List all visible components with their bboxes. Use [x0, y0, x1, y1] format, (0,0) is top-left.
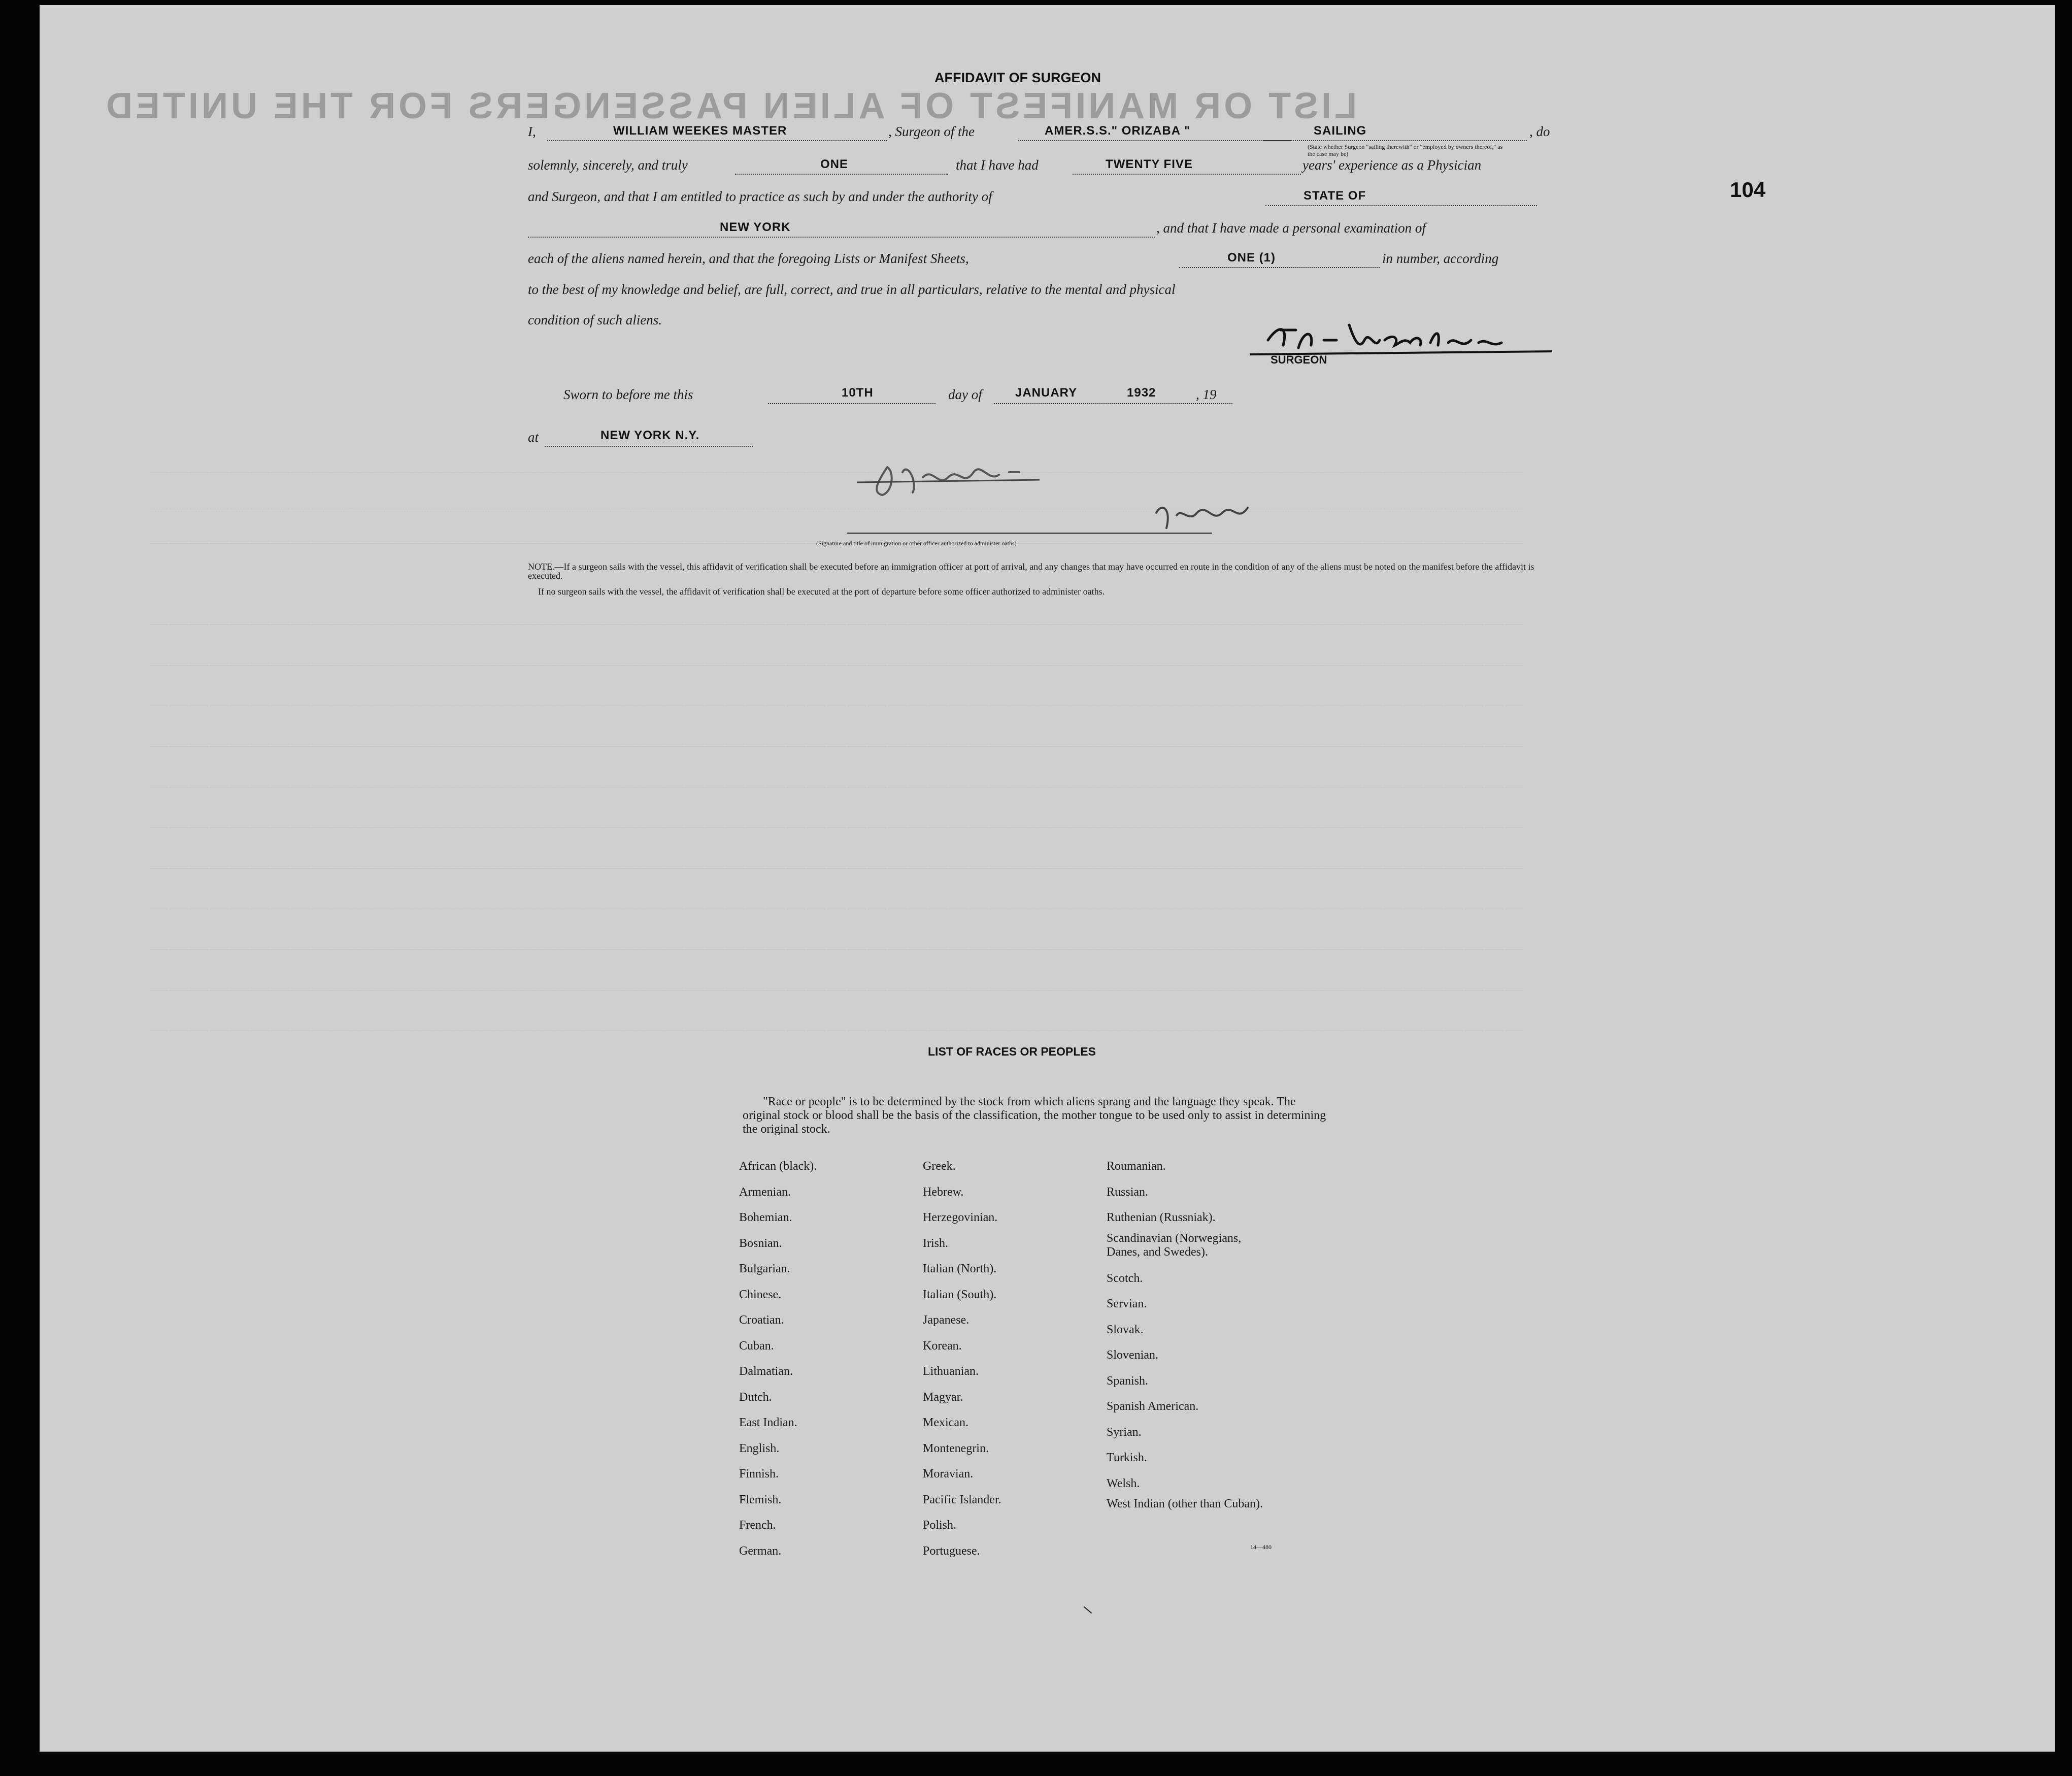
race-item: Montenegrin. — [923, 1441, 989, 1455]
race-item: West Indian (other than Cuban). — [1107, 1497, 1263, 1510]
races-title: LIST OF RACES OR PEOPLES — [928, 1045, 1096, 1058]
place-underline — [545, 446, 753, 447]
race-item: Polish. — [923, 1519, 957, 1532]
vessel-name-field: AMER.S.S." ORIZABA " — [1045, 124, 1191, 138]
race-item: Armenian. — [739, 1185, 791, 1199]
race-item: English. — [739, 1441, 780, 1455]
race-item: Dalmatian. — [739, 1365, 793, 1378]
race-item: Greek. — [923, 1160, 956, 1173]
race-item: Japanese. — [923, 1313, 970, 1327]
race-item: Portuguese. — [923, 1544, 980, 1558]
authority-continued-field: NEW YORK — [720, 220, 791, 234]
surgeon-name-field: WILLIAM WEEKES MASTER — [613, 124, 787, 138]
race-item: German. — [739, 1544, 782, 1558]
races-intro: "Race or people" is to be determined by the stock from which aliens sprang and the language they speak. The original stock or blood shall be the basis of the classification, the mother tongue to be used only to assist in determining the original stock. — [743, 1095, 1326, 1136]
official-signature — [806, 452, 1263, 553]
race-item: Turkish. — [1107, 1451, 1147, 1464]
race-item: Pacific Islander. — [923, 1493, 1001, 1506]
years-underline — [1073, 174, 1301, 175]
race-item: Italian (North). — [923, 1262, 997, 1275]
sworn-prefix: Sworn to before me this — [563, 387, 693, 402]
race-item: Croatian. — [739, 1313, 784, 1327]
affidavit-line5-suffix: in number, according — [1382, 251, 1499, 266]
authority-field: STATE OF — [1304, 189, 1366, 203]
oath-underline — [735, 174, 948, 175]
affidavit-line4-suffix: , and that I have made a personal examination of — [1156, 220, 1426, 236]
race-item: African (black). — [739, 1160, 817, 1173]
affidavit-line1-mid: , Surgeon of the — [888, 124, 975, 139]
race-item: Bohemian. — [739, 1211, 792, 1224]
official-caption: (Signature and title of immigration or other officer authorized to administer oaths) — [816, 540, 1017, 547]
race-item: Magyar. — [923, 1390, 963, 1404]
sworn-month-field: JANUARY — [1015, 386, 1078, 400]
race-item: Flemish. — [739, 1493, 782, 1506]
races-column-3 — [1107, 1154, 1269, 1518]
at-prefix: at — [528, 430, 539, 445]
form-number: 14—480 — [1250, 1543, 1272, 1551]
oath-field: ONE — [820, 157, 849, 171]
race-item: Chinese. — [739, 1288, 782, 1301]
race-item: Russian. — [1107, 1185, 1149, 1199]
bleed-through-title: LIST OR MANIFEST OF ALIEN PASSENGERS FOR THE UNITED — [103, 86, 1357, 126]
month-underline — [994, 403, 1232, 404]
affidavit-line2-suffix: years' experience as a Physician — [1302, 157, 1482, 173]
sworn-suffix: , 19 — [1196, 387, 1217, 402]
race-item: Finnish. — [739, 1467, 779, 1481]
place-field: NEW YORK N.Y. — [600, 429, 700, 442]
document-page — [40, 5, 2055, 1752]
stray-mark — [1084, 1606, 1092, 1614]
count-underline — [1179, 267, 1380, 268]
affidavit-line1-prefix: I, — [528, 124, 536, 139]
affidavit-line5-prefix: each of the aliens named herein, and that the foregoing Lists or Manifest Sheets, — [528, 251, 969, 266]
affidavit-note-2: If no surgeon sails with the vessel, the affidavit of verification shall be executed at the port of departure before some officer authorized to administer oaths. — [538, 586, 1105, 597]
day-underline — [768, 403, 935, 404]
affidavit-line1-suffix: , do — [1529, 124, 1550, 139]
race-item: Korean. — [923, 1339, 962, 1353]
race-item: Dutch. — [739, 1390, 772, 1404]
race-item: Moravian. — [923, 1467, 974, 1481]
race-item: Syrian. — [1107, 1425, 1142, 1439]
race-item: Ruthenian (Russniak). — [1107, 1211, 1216, 1224]
surgeon-status-field: SAILING — [1314, 124, 1367, 138]
race-item: Slovenian. — [1107, 1349, 1158, 1362]
race-item: Slovak. — [1107, 1323, 1144, 1336]
race-item: Mexican. — [923, 1416, 968, 1429]
vessel-underline — [1018, 140, 1292, 141]
surgeon-label: SURGEON — [1271, 353, 1327, 366]
affidavit-title: AFFIDAVIT OF SURGEON — [934, 70, 1101, 85]
race-item: Hebrew. — [923, 1185, 964, 1199]
race-item: Herzegovinian. — [923, 1211, 998, 1224]
race-item: Servian. — [1107, 1297, 1147, 1310]
affidavit-line3-prefix: and Surgeon, and that I am entitled to practice as such by and under the authority of — [528, 189, 992, 204]
status-note: (State whether Surgeon "sailing therewith" or "employed by owners thereof," as the case may be) — [1308, 143, 1503, 157]
races-column-2 — [923, 1154, 1001, 1564]
race-item: East Indian. — [739, 1416, 797, 1429]
page-number: 104 — [1730, 178, 1766, 202]
race-item: Spanish American. — [1107, 1400, 1199, 1413]
sworn-mid: day of — [948, 387, 982, 402]
affidavit-line7: condition of such aliens. — [528, 312, 662, 327]
sworn-day-field: 10TH — [842, 386, 874, 400]
affidavit-line6: to the best of my knowledge and belief, are full, correct, and true in all particulars, relative to the mental and physical — [528, 282, 1176, 297]
race-item: Spanish. — [1107, 1374, 1149, 1388]
sworn-year-field: 1932 — [1127, 386, 1156, 400]
race-item: French. — [739, 1519, 776, 1532]
races-column-1 — [739, 1154, 817, 1564]
race-item: Italian (South). — [923, 1288, 997, 1301]
race-item: Irish. — [923, 1236, 948, 1250]
name-underline — [547, 140, 887, 141]
status-underline — [1263, 140, 1527, 141]
affidavit-note-1: NOTE.—If a surgeon sails with the vessel, this affidavit of verification shall be executed before an immigration officer at port of arrival, and any changes that may have occurred en route in the condition of any of the aliens must be noted on the manifest before the affidavit is executed. — [528, 562, 1534, 581]
race-item: Roumanian. — [1107, 1160, 1166, 1173]
race-item: Bosnian. — [739, 1236, 782, 1250]
race-item: Cuban. — [739, 1339, 774, 1353]
years-experience-field: TWENTY FIVE — [1106, 157, 1193, 171]
race-item: Bulgarian. — [739, 1262, 790, 1275]
race-item: Scotch. — [1107, 1271, 1143, 1285]
affidavit-line2-prefix: solemnly, sincerely, and truly — [528, 157, 688, 173]
race-item: Scandinavian (Norwegians, Danes, and Swedes). — [1107, 1231, 1242, 1259]
authority2-underline — [528, 237, 1155, 238]
authority-underline — [1265, 205, 1537, 206]
affidavit-line2-mid: that I have had — [956, 157, 1039, 173]
race-item: Welsh. — [1107, 1476, 1140, 1490]
sheet-count-field: ONE (1) — [1227, 251, 1276, 265]
race-item: Lithuanian. — [923, 1365, 979, 1378]
